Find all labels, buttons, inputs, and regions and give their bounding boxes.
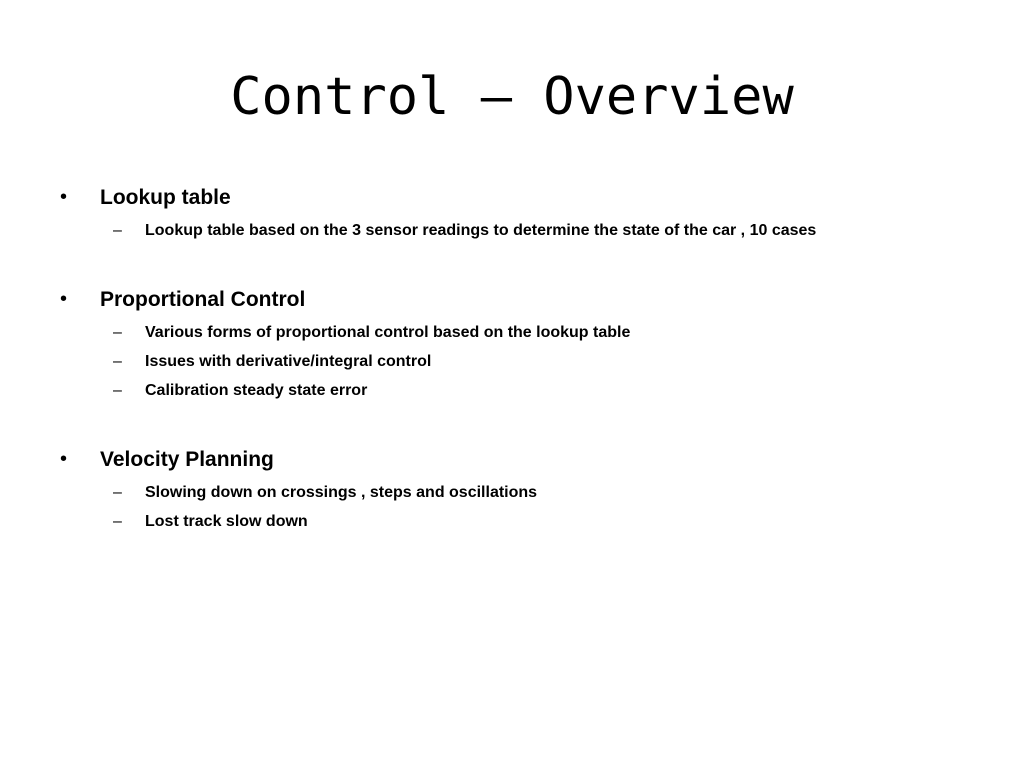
section-item-text: Lookup table based on the 3 sensor readings to determine the state of the car , 10 cases [145,222,817,239]
section-item-text: Issues with derivative/integral control [145,353,432,370]
dash-icon: – [113,484,122,501]
section-item-text: Calibration steady state error [145,382,368,399]
section-item-text: Lost track slow down [145,513,308,530]
section-heading-text: Velocity Planning [100,448,274,471]
dash-icon: – [113,222,122,239]
section-item-text: Slowing down on crossings , steps and oscillations [145,484,538,501]
bullet-icon: • [60,288,68,310]
section-heading-text: Lookup table [100,186,231,209]
dash-icon: – [113,353,122,370]
bullet-icon: • [60,186,68,208]
bullet-icon: • [60,448,68,470]
section-heading-text: Proportional Control [100,288,306,311]
section-item-text: Various forms of proportional control based on the lookup table [145,324,631,341]
dash-icon: – [113,324,122,341]
slide-title: Control – Overview [230,67,794,127]
dash-icon: – [113,513,122,530]
dash-icon: – [113,382,122,399]
